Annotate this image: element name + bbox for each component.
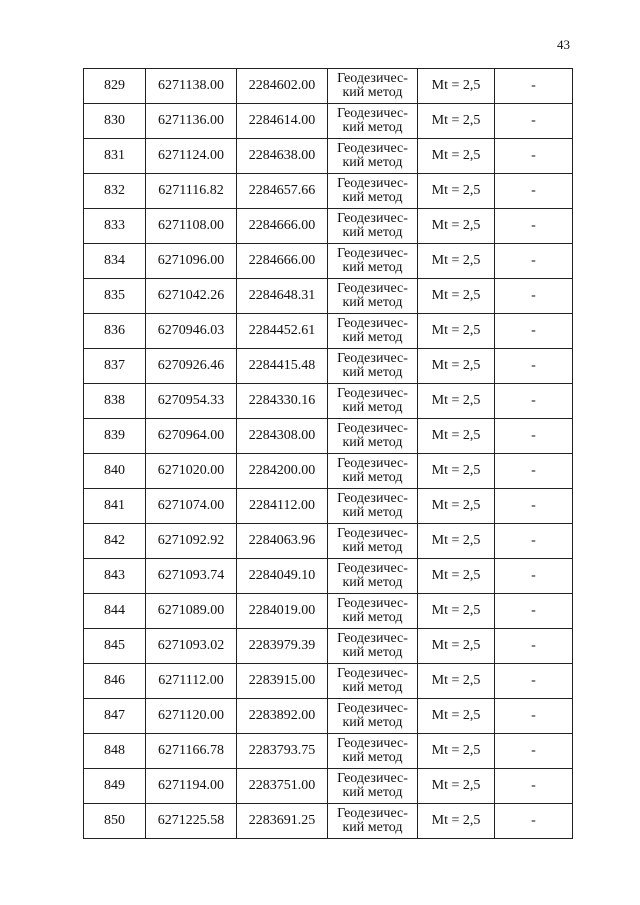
table-row (84, 209, 573, 244)
note-cell: - (495, 489, 573, 524)
x-coordinate-cell: 6270926.46 (146, 349, 237, 384)
accuracy-cell: Mt = 2,5 (418, 244, 495, 279)
table-row (84, 174, 573, 209)
x-coordinate-cell: 6271093.74 (146, 559, 237, 594)
x-coordinate-cell: 6271042.26 (146, 279, 237, 314)
y-coordinate-cell: 2283751.00 (237, 769, 328, 804)
table-row (84, 594, 573, 629)
x-coordinate-cell: 6271089.00 (146, 594, 237, 629)
accuracy-cell: Mt = 2,5 (418, 349, 495, 384)
note-cell: - (495, 209, 573, 244)
accuracy-cell: Mt = 2,5 (418, 314, 495, 349)
y-coordinate-cell: 2283793.75 (237, 734, 328, 769)
x-coordinate-cell: 6271116.82 (146, 174, 237, 209)
method-cell (328, 384, 418, 419)
method-line-2: кий метод (342, 715, 403, 730)
table-row (84, 384, 573, 419)
table-row (84, 734, 573, 769)
point-number-cell: 845 (84, 629, 146, 664)
method-line-2: кий метод (342, 645, 403, 660)
y-coordinate-cell: 2283915.00 (237, 664, 328, 699)
point-number-cell: 841 (84, 489, 146, 524)
method-cell (328, 454, 418, 489)
note-cell: - (495, 804, 573, 839)
x-coordinate-cell: 6271092.92 (146, 524, 237, 559)
accuracy-cell: Mt = 2,5 (418, 734, 495, 769)
x-coordinate-cell: 6271096.00 (146, 244, 237, 279)
x-coordinate-cell: 6270964.00 (146, 419, 237, 454)
table-row (84, 559, 573, 594)
method-line-2: кий метод (342, 750, 403, 765)
y-coordinate-cell: 2284666.00 (237, 244, 328, 279)
table-row (84, 769, 573, 804)
table-row (84, 244, 573, 279)
x-coordinate-cell: 6271225.58 (146, 804, 237, 839)
method-cell (328, 419, 418, 454)
method-line-2: кий метод (342, 225, 403, 240)
x-coordinate-cell: 6271124.00 (146, 139, 237, 174)
point-number-cell: 832 (84, 174, 146, 209)
y-coordinate-cell: 2283892.00 (237, 699, 328, 734)
table-row (84, 349, 573, 384)
table-row (84, 419, 573, 454)
note-cell: - (495, 69, 573, 104)
method-line-2: кий метод (342, 295, 403, 310)
point-number-cell: 850 (84, 804, 146, 839)
y-coordinate-cell: 2284666.00 (237, 209, 328, 244)
x-coordinate-cell: 6271112.00 (146, 664, 237, 699)
accuracy-cell: Mt = 2,5 (418, 174, 495, 209)
table-row (84, 489, 573, 524)
method-line-1: Геодезичес- (337, 386, 408, 401)
method-line-2: кий метод (342, 365, 403, 380)
method-line-2: кий метод (342, 820, 403, 835)
coordinates-table (83, 68, 573, 839)
note-cell: - (495, 314, 573, 349)
method-cell (328, 489, 418, 524)
method-line-1: Геодезичес- (337, 281, 408, 296)
method-line-2: кий метод (342, 540, 403, 555)
x-coordinate-cell: 6271120.00 (146, 699, 237, 734)
page-number: 43 (557, 37, 570, 52)
point-number-cell: 838 (84, 384, 146, 419)
note-cell: - (495, 349, 573, 384)
method-cell (328, 314, 418, 349)
y-coordinate-cell: 2284638.00 (237, 139, 328, 174)
table-row (84, 804, 573, 839)
note-cell: - (495, 279, 573, 314)
accuracy-cell: Mt = 2,5 (418, 104, 495, 139)
point-number-cell: 833 (84, 209, 146, 244)
y-coordinate-cell: 2284602.00 (237, 69, 328, 104)
x-coordinate-cell: 6271020.00 (146, 454, 237, 489)
accuracy-cell: Mt = 2,5 (418, 664, 495, 699)
method-cell (328, 279, 418, 314)
y-coordinate-cell: 2284308.00 (237, 419, 328, 454)
note-cell: - (495, 629, 573, 664)
accuracy-cell: Mt = 2,5 (418, 419, 495, 454)
point-number-cell: 837 (84, 349, 146, 384)
x-coordinate-cell: 6271136.00 (146, 104, 237, 139)
note-cell: - (495, 524, 573, 559)
point-number-cell: 834 (84, 244, 146, 279)
table-row (84, 629, 573, 664)
note-cell: - (495, 419, 573, 454)
method-cell (328, 69, 418, 104)
x-coordinate-cell: 6271093.02 (146, 629, 237, 664)
method-cell (328, 769, 418, 804)
note-cell: - (495, 559, 573, 594)
method-line-2: кий метод (342, 435, 403, 450)
method-line-1: Геодезичес- (337, 701, 408, 716)
method-cell (328, 734, 418, 769)
table-row (84, 664, 573, 699)
point-number-cell: 840 (84, 454, 146, 489)
note-cell: - (495, 699, 573, 734)
table-row (84, 454, 573, 489)
method-line-1: Геодезичес- (337, 421, 408, 436)
accuracy-cell: Mt = 2,5 (418, 279, 495, 314)
accuracy-cell: Mt = 2,5 (418, 769, 495, 804)
method-line-1: Геодезичес- (337, 596, 408, 611)
method-line-2: кий метод (342, 575, 403, 590)
table-row (84, 69, 573, 104)
y-coordinate-cell: 2283691.25 (237, 804, 328, 839)
y-coordinate-cell: 2284614.00 (237, 104, 328, 139)
point-number-cell: 831 (84, 139, 146, 174)
method-line-1: Геодезичес- (337, 141, 408, 156)
method-line-1: Геодезичес- (337, 736, 408, 751)
point-number-cell: 830 (84, 104, 146, 139)
y-coordinate-cell: 2284330.16 (237, 384, 328, 419)
accuracy-cell: Mt = 2,5 (418, 139, 495, 174)
point-number-cell: 848 (84, 734, 146, 769)
note-cell: - (495, 594, 573, 629)
method-line-1: Геодезичес- (337, 71, 408, 86)
accuracy-cell: Mt = 2,5 (418, 69, 495, 104)
method-cell (328, 349, 418, 384)
note-cell: - (495, 664, 573, 699)
method-line-2: кий метод (342, 505, 403, 520)
method-line-2: кий метод (342, 190, 403, 205)
note-cell: - (495, 734, 573, 769)
method-line-2: кий метод (342, 785, 403, 800)
method-line-1: Геодезичес- (337, 106, 408, 121)
y-coordinate-cell: 2284112.00 (237, 489, 328, 524)
note-cell: - (495, 244, 573, 279)
note-cell: - (495, 104, 573, 139)
accuracy-cell: Mt = 2,5 (418, 524, 495, 559)
method-line-2: кий метод (342, 400, 403, 415)
table-row (84, 699, 573, 734)
point-number-cell: 846 (84, 664, 146, 699)
method-cell (328, 524, 418, 559)
point-number-cell: 835 (84, 279, 146, 314)
x-coordinate-cell: 6271138.00 (146, 69, 237, 104)
method-cell (328, 664, 418, 699)
y-coordinate-cell: 2283979.39 (237, 629, 328, 664)
y-coordinate-cell: 2284657.66 (237, 174, 328, 209)
method-cell (328, 699, 418, 734)
y-coordinate-cell: 2284049.10 (237, 559, 328, 594)
method-cell (328, 209, 418, 244)
method-line-1: Геодезичес- (337, 666, 408, 681)
method-line-1: Геодезичес- (337, 491, 408, 506)
method-line-1: Геодезичес- (337, 526, 408, 541)
method-line-1: Геодезичес- (337, 631, 408, 646)
method-cell (328, 804, 418, 839)
method-line-1: Геодезичес- (337, 771, 408, 786)
method-line-2: кий метод (342, 610, 403, 625)
y-coordinate-cell: 2284452.61 (237, 314, 328, 349)
point-number-cell: 847 (84, 699, 146, 734)
method-line-1: Геодезичес- (337, 456, 408, 471)
method-line-2: кий метод (342, 120, 403, 135)
accuracy-cell: Mt = 2,5 (418, 594, 495, 629)
table-row (84, 139, 573, 174)
x-coordinate-cell: 6271108.00 (146, 209, 237, 244)
point-number-cell: 843 (84, 559, 146, 594)
y-coordinate-cell: 2284415.48 (237, 349, 328, 384)
point-number-cell: 836 (84, 314, 146, 349)
accuracy-cell: Mt = 2,5 (418, 629, 495, 664)
y-coordinate-cell: 2284063.96 (237, 524, 328, 559)
method-line-1: Геодезичес- (337, 316, 408, 331)
note-cell: - (495, 139, 573, 174)
method-line-1: Геодезичес- (337, 561, 408, 576)
method-cell (328, 104, 418, 139)
method-cell (328, 559, 418, 594)
table-row (84, 104, 573, 139)
accuracy-cell: Mt = 2,5 (418, 209, 495, 244)
table-row (84, 524, 573, 559)
method-line-2: кий метод (342, 85, 403, 100)
method-line-2: кий метод (342, 330, 403, 345)
accuracy-cell: Mt = 2,5 (418, 489, 495, 524)
accuracy-cell: Mt = 2,5 (418, 804, 495, 839)
method-cell (328, 244, 418, 279)
point-number-cell: 829 (84, 69, 146, 104)
accuracy-cell: Mt = 2,5 (418, 384, 495, 419)
method-cell (328, 174, 418, 209)
method-cell (328, 594, 418, 629)
method-line-1: Геодезичес- (337, 176, 408, 191)
point-number-cell: 842 (84, 524, 146, 559)
method-cell (328, 629, 418, 664)
x-coordinate-cell: 6270954.33 (146, 384, 237, 419)
point-number-cell: 839 (84, 419, 146, 454)
note-cell: - (495, 454, 573, 489)
method-line-1: Геодезичес- (337, 246, 408, 261)
method-line-2: кий метод (342, 680, 403, 695)
y-coordinate-cell: 2284648.31 (237, 279, 328, 314)
method-line-2: кий метод (342, 260, 403, 275)
note-cell: - (495, 174, 573, 209)
x-coordinate-cell: 6271166.78 (146, 734, 237, 769)
method-line-1: Геодезичес- (337, 806, 408, 821)
x-coordinate-cell: 6270946.03 (146, 314, 237, 349)
point-number-cell: 844 (84, 594, 146, 629)
table-body (84, 69, 573, 839)
point-number-cell: 849 (84, 769, 146, 804)
note-cell: - (495, 769, 573, 804)
method-line-1: Геодезичес- (337, 211, 408, 226)
accuracy-cell: Mt = 2,5 (418, 454, 495, 489)
method-line-1: Геодезичес- (337, 351, 408, 366)
y-coordinate-cell: 2284200.00 (237, 454, 328, 489)
y-coordinate-cell: 2284019.00 (237, 594, 328, 629)
method-line-2: кий метод (342, 155, 403, 170)
table-row (84, 314, 573, 349)
x-coordinate-cell: 6271194.00 (146, 769, 237, 804)
method-line-2: кий метод (342, 470, 403, 485)
x-coordinate-cell: 6271074.00 (146, 489, 237, 524)
accuracy-cell: Mt = 2,5 (418, 559, 495, 594)
method-cell (328, 139, 418, 174)
note-cell: - (495, 384, 573, 419)
table-row (84, 279, 573, 314)
accuracy-cell: Mt = 2,5 (418, 699, 495, 734)
